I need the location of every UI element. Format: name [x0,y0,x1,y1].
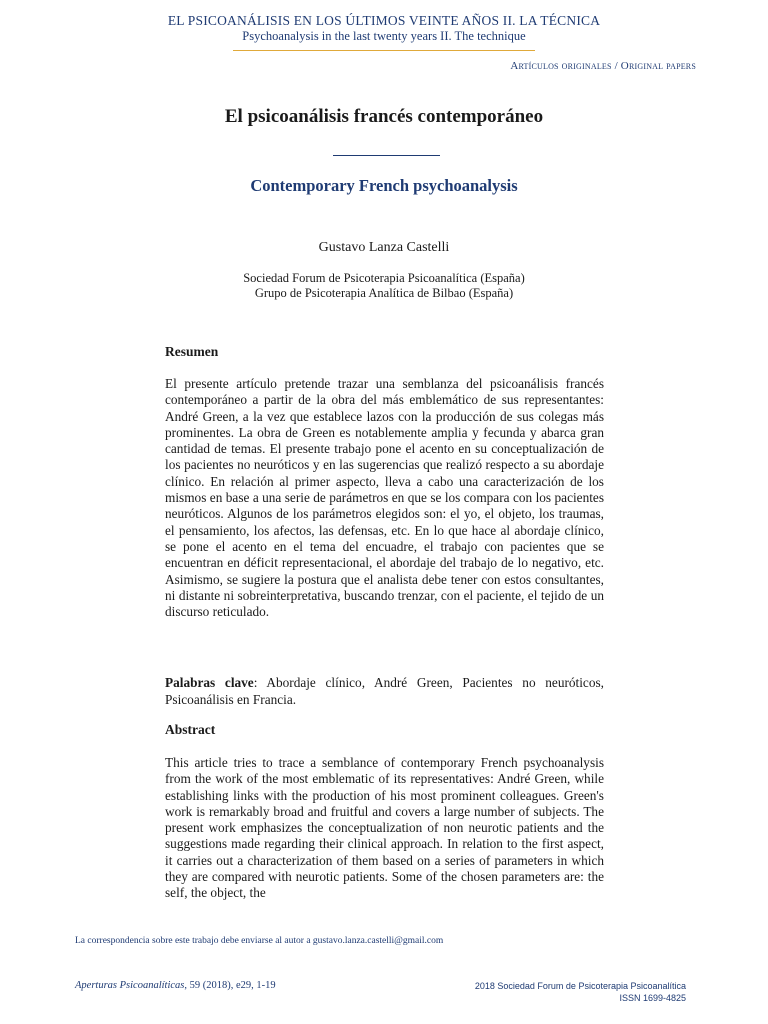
running-subtitle: Psychoanalysis in the last twenty years II. The technique [242,29,526,43]
resumen-body: El presente artículo pretende trazar una semblanza del psicoanálisis francés contemporáneo a partir de la obra del más emblemático de sus representantes: André Green, a la vez que establece lazos con la producción de sus colegas más prominentes. La obra de Green es notablemente amplia y fecunda y abarca gran cantidad de temas. El presente trabajo pone el acento en su conceptualización de los pacientes no neuróticos y en las sugerencias que realizó respecto a su abordaje clínico. En relación al primer aspecto, lleva a cabo una caracterización de los mismos en base a una serie de parámetros en que se los compara con los pacientes neuróticos. Algunos de los parámetros elegidos son: el yo, el objeto, los traumas, el pensamiento, los afectos, las defensas, etc. En lo que hace al abordaje clínico, se pone el acento en el tema del encuadre, el trabajo con pacientes que se encuentran en déficit representacional, el abordaje del trabajo de lo negativo, etc. Asimismo, se sugiere la postura que el analista debe tener con estos consultantes, ni distante ni sobreinterpretativa, buscando trenzar, con el paciente, el tejido de un discurso reticulado. [165,376,604,620]
journal-name: Aperturas Psicoanalíticas [75,980,185,991]
affiliation-2: Grupo de Psicoterapia Analítica de Bilbao (España) [254,286,514,300]
correspondence-note: La correspondencia sobre este trabajo debe enviarse al autor a gustavo.lanza.castelli@gmail.com [75,936,444,946]
keywords-text: : Abordaje clínico, André Green, Pacientes no neuróticos, Psicoanálisis en Francia. [165,675,604,707]
citation-details: , 59 (2018), e29, 1-19 [184,980,276,991]
keywords-label: Palabras clave [165,675,254,690]
running-title: EL PSICOANÁLISIS EN LOS ÚLTIMOS VEINTE AÑOS II. LA TÉCNICA [167,13,601,28]
title-divider [333,155,440,156]
affiliation-1: Sociedad Forum de Psicoterapia Psicoanalítica (España) [243,271,525,285]
abstract-body: This article tries to trace a semblance of contemporary French psychoanalysis from the work of the most emblematic of its representatives: André Green, while establishing links with the production of his most prominent colleagues. Green's work is remarkably broad and fruitful and covers a large number of subjects. The present work emphasizes the conceptualization of non neurotic patients and the suggestions made regarding their clinical approach. In relation to the first aspect, it carries out a characterization of them based on a series of parameters in which they are compared with neurotic patients. Some of the chosen parameters are: the self, the object, the [165,755,604,901]
issn-line: ISSN 1699-4825 [619,993,686,1003]
footer-publisher [475,980,686,1004]
resumen-heading: Resumen [165,344,219,359]
keywords [165,675,604,708]
copyright-line: 2018 Sociedad Forum de Psicoterapia Psicoanalítica [474,981,686,991]
footer-citation [75,980,276,991]
article-title-spanish: El psicoanálisis francés contemporáneo [224,106,544,127]
author-name: Gustavo Lanza Castelli [318,240,450,255]
article-title-english: Contemporary French psychoanalysis [250,176,518,195]
section-label: Artículos originales / Original papers [510,60,696,72]
header-divider [233,50,535,51]
abstract-heading: Abstract [165,722,216,737]
